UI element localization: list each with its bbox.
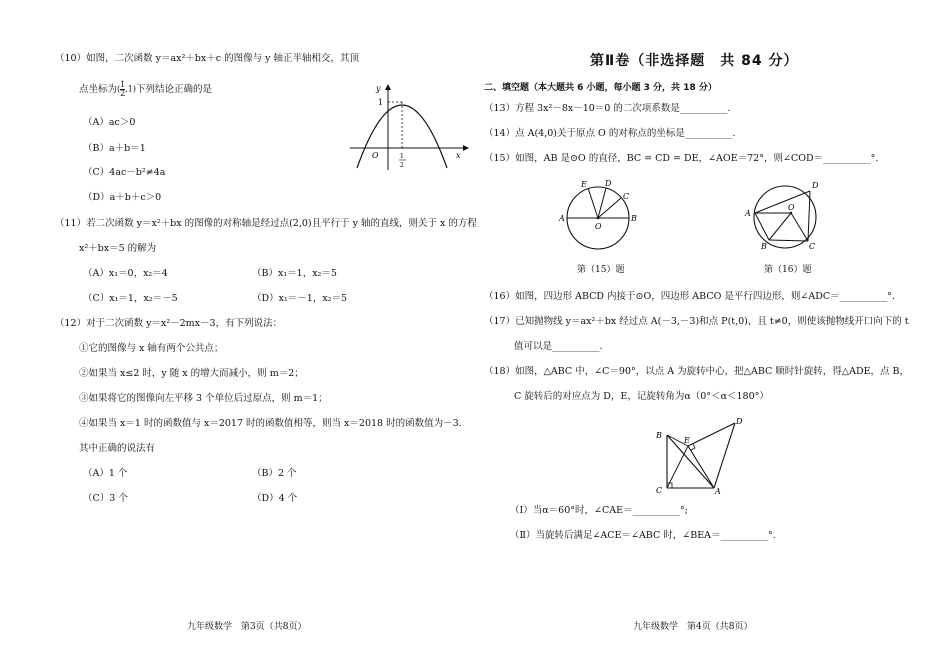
graph-one-label: 1 (378, 98, 384, 107)
graph-x-label: x (456, 151, 461, 160)
q11-option-c: （C）x₁＝1，x₂＝－5 (83, 293, 178, 304)
fig15-label-a: A (559, 214, 565, 223)
q18-part-ii: （Ⅱ）当旋转后满足∠ACE＝∠ABC 时，∠BEA＝__________°. (510, 530, 776, 541)
q12-option-c: （C）3 个 (83, 493, 128, 504)
fig18-label-c: C (656, 486, 663, 495)
q12-statement-2: ②如果当 x≤2 时，y 随 x 的增大而减小，则 m＝2； (79, 368, 304, 379)
q11-line2: x²＋bx＝5 的解为 (79, 243, 157, 254)
fig18-label-a: A (715, 487, 721, 496)
q10-line2-b: 下列结论正确的是 (136, 84, 213, 95)
graph-origin-label: O (372, 151, 379, 160)
fig16-label-d: D (812, 181, 819, 190)
part-ii-title: 第Ⅱ卷（非选择题 共 84 分） (590, 53, 799, 69)
q10-line1: （10）如图，二次函数 y＝ax²＋bx＋c 的图像与 y 轴正半轴相交，其顶 (55, 53, 359, 64)
q12-option-d: （D）4 个 (252, 493, 298, 504)
q11-option-a: （A）x₁＝0，x₂＝4 (83, 268, 168, 279)
q18-line2: C 旋转后的对应点为 D，E，记旋转角为α（0°＜α＜180°） (514, 391, 769, 402)
q10-option-a: （A）ac＞0 (83, 117, 136, 128)
fig15-label-o: O (595, 222, 602, 231)
left-page-footer: 九年级数学 第3页（共8页） (187, 622, 307, 632)
q18-line1: （18）如图，△ABC 中，∠C＝90°，以点 A 为旋转中心，把△ABC 顺时针旋转，得△ADE，点 B， (484, 366, 910, 377)
q17-line1: （17）已知抛物线 y＝ax²＋bx 经过点 A(－3,－3)和点 P(t,0)，且 t≠0，则使该抛物线开口向下的 t (484, 316, 909, 327)
fill-in-section-heading: 二、填空题（本大题共 6 小题，每小题 3 分，共 18 分） (484, 83, 717, 93)
fig15-label-c: C (623, 192, 630, 201)
fig16-label-a: A (745, 209, 751, 218)
q12-option-a: （A）1 个 (83, 468, 128, 479)
q11-option-b: （B）x₁＝1，x₂＝5 (252, 268, 337, 279)
fig15-caption: 第（15）题 (577, 265, 625, 275)
right-page-footer: 九年级数学 第4页（共8页） (633, 622, 753, 632)
fig15-label-d: D (605, 179, 612, 188)
q12-option-b: （B）2 个 (252, 468, 297, 479)
fig15-circle-diagram (558, 178, 643, 253)
q12-line1: （12）对于二次函数 y＝x²－2mx－3，有下列说法： (55, 318, 283, 329)
graph-half-den: 2 (400, 162, 404, 169)
q10-line2 (79, 81, 212, 98)
fig16-label-o: O (788, 203, 795, 212)
q17-line2: 值可以是__________. (514, 341, 603, 352)
q12-statement-1: ①它的图像与 x 轴有两个公共点； (79, 343, 224, 354)
fig16-label-c: C (809, 242, 816, 251)
q16: （16）如图，四边形 ABCD 内接于⊙O，四边形 ABCO 是平行四边形，则∠ADC＝__________°. (484, 291, 895, 302)
q12-statement-3: ③如果将它的图像向左平移 3 个单位后过原点，则 m＝1； (79, 393, 328, 404)
fig18-rotation-diagram (650, 413, 750, 498)
q10-parabola-graph (345, 82, 470, 172)
fig15-label-b: B (631, 214, 637, 223)
fig16-caption: 第（16）题 (764, 265, 812, 275)
graph-half-num: 1 (400, 153, 404, 160)
q14: （14）点 A(4,0)关于原点 O 的对称点的坐标是__________. (484, 128, 736, 139)
q11-line1: （11）若二次函数 y＝x²＋bx 的图像的对称轴是经过点(2,0)且平行于 y 轴的直线，则关于 x 的方程 (55, 218, 477, 229)
q10-line2-a: 点坐标为 (79, 84, 118, 95)
q10-option-c: （C）4ac－b²≠4a (83, 167, 166, 178)
q10-option-d: （D）a＋b＋c＞0 (83, 192, 162, 203)
q10-option-b: （B）a＋b＝1 (83, 143, 146, 154)
q12-statement-4: ④如果当 x＝1 时的函数值与 x＝2017 时的函数值相等，则当 x＝2018 时的函数值为－3. (79, 418, 462, 429)
fig15-label-e: E (581, 180, 587, 189)
q11-option-d: （D）x₁＝－1，x₂＝5 (252, 293, 348, 304)
q15: （15）如图，AB 是⊙O 的直径，BC = CD = DE，∠AOE＝72°，则∠COD＝__________°. (484, 153, 879, 164)
q18-part-i: （Ⅰ）当α＝60°时，∠CAE＝__________°; (510, 505, 688, 516)
q10-vertex-coord: ( $\frac{1}{2}$ ,1) (117, 80, 136, 98)
q12-statement-5: 其中正确的说法有 (79, 443, 156, 454)
graph-y-label: y (376, 84, 381, 93)
frac-num: 1 (120, 80, 126, 89)
fig18-label-e: E (684, 436, 690, 445)
fig16-circle-diagram (740, 175, 830, 255)
q13: （13）方程 3x²－8x－10＝0 的二次项系数是__________. (484, 103, 731, 114)
frac-den: 2 (120, 89, 126, 98)
fig16-label-b: B (761, 242, 767, 251)
fig18-label-b: B (656, 431, 662, 440)
fig18-label-d: D (736, 417, 743, 426)
